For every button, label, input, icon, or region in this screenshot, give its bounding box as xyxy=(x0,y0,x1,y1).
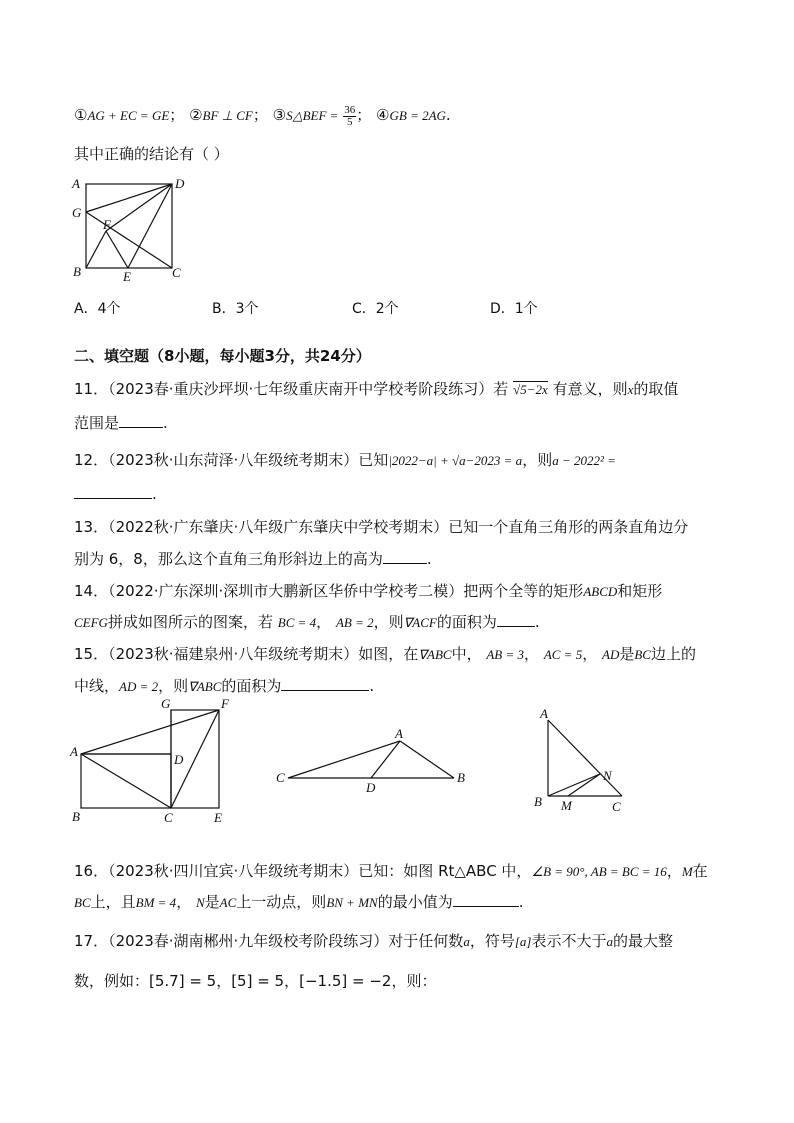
q14-line2: CEFG拼成如图所示的图案，若 BC = 4， AB = 2，则∇ACF的面积为 . xyxy=(74,613,540,631)
conclusion-1: AG + EC = GE xyxy=(87,108,170,123)
q17-line1: 17．（2023春·湖南郴州·九年级校考阶段练习）对于任何数a，符号[a]表示不大于a的最大整 xyxy=(74,932,673,950)
q12-line1: 12．（2023秋·山东菏泽·八年级统考期末）已知|2022−a| + √a−2023 = a，则a − 2022² = xyxy=(74,451,616,469)
q11-expr: √5−2x xyxy=(513,382,548,397)
q16-line1: 16．（2023秋·四川宜宾·八年级统考期末）已知：如图 Rt△ABC 中，∠B = 90°, AB = BC = 16，M在 xyxy=(74,862,708,880)
option-d[interactable]: D．1个 xyxy=(490,301,538,317)
label-M: M xyxy=(561,798,572,813)
option-a[interactable]: A．4个 xyxy=(74,301,121,317)
q15-line2: 中线，AD = 2，则∇ABC的面积为 . xyxy=(74,677,375,695)
option-b[interactable]: B．3个 xyxy=(212,301,259,317)
label-C: C xyxy=(172,265,181,280)
conclusion-3-lhs: S△BEF = xyxy=(286,108,339,123)
label-D: D xyxy=(366,780,376,795)
q14-answer-blank[interactable] xyxy=(497,612,535,627)
label-C: C xyxy=(164,810,173,825)
label-C: C xyxy=(612,799,621,814)
q15-line1: 15．（2023秋·福建泉州·八年级统考期末）如图，在∇ABC中， AB = 3， AC = 5， AD是BC边上的 xyxy=(74,645,696,663)
label-A: A xyxy=(395,726,403,741)
label-G: G xyxy=(161,696,171,711)
q16-answer-blank[interactable] xyxy=(453,892,519,907)
label-A: A xyxy=(70,744,78,759)
q11-line2: 范围是 . xyxy=(74,414,168,432)
q12-expr: |2022−a| + √a−2023 = a xyxy=(388,453,523,468)
label-F: F xyxy=(221,696,229,711)
label-B: B xyxy=(457,770,465,785)
conclusion-2-mark: ② xyxy=(189,106,203,124)
label-A: A xyxy=(72,176,80,191)
q12-answer-blank[interactable] xyxy=(74,484,152,499)
conclusion-2: BF ⊥ CF xyxy=(202,108,253,123)
q15-answer-blank[interactable] xyxy=(281,676,369,691)
conclusion-3-mark: ③ xyxy=(272,106,287,124)
q13-line1: 13．（2022秋·广东肇庆·八年级广东肇庆中学校考期末）已知一个直角三角形的两条直角边分 xyxy=(74,518,689,536)
q12-expr2: a − 2022² = xyxy=(552,453,616,468)
rectangles-figure xyxy=(66,694,241,826)
fraction-36-5: $\frac{36}{5}$ xyxy=(344,103,356,128)
label-G: G xyxy=(72,205,82,220)
q16-line2: BC上，且BM = 4， N是AC上一动点，则BN + MN的最小值为 . xyxy=(74,893,524,911)
q12-line2: . xyxy=(74,484,157,503)
option-c[interactable]: C．2个 xyxy=(352,301,399,317)
label-E: E xyxy=(214,810,222,825)
q17-line2: 数，例如：[5.7] = 5，[5] = 5，[−1.5] = −2，则： xyxy=(74,972,437,990)
label-B: B xyxy=(72,809,80,824)
square-figure xyxy=(66,172,196,284)
conclusion-1-mark: ① xyxy=(74,106,88,124)
conclusions-line: ①AG + EC = GE； ②BF ⊥ CF； ③S△BEF = $\frac{36}{5}$ ； ④GB = 2AG. xyxy=(74,103,451,128)
q13-line2: 别为 6，8，那么这个直角三角形斜边上的高为 . xyxy=(74,550,432,568)
q11-answer-blank[interactable] xyxy=(119,413,163,428)
conclusion-4: GB = 2AG xyxy=(389,108,446,123)
label-E: E xyxy=(123,269,131,284)
question-stem: 其中正确的结论有（ ） xyxy=(74,145,229,163)
answer-options xyxy=(74,298,594,318)
q13-answer-blank[interactable] xyxy=(383,549,427,564)
label-F: F xyxy=(103,217,111,232)
label-D: D xyxy=(175,176,185,191)
label-A: A xyxy=(540,706,548,721)
q11-line1: 11．（2023春·重庆沙坪坝·七年级重庆南开中学校考阶段练习）若 √5−2x 有意义，则x的取值 xyxy=(74,380,679,398)
q14-line1: 14．（2022·广东深圳·深圳市大鹏新区华侨中学校考二模）把两个全等的矩形ABCD和矩形 xyxy=(74,582,663,600)
median-triangle-figure xyxy=(270,720,475,800)
label-C: C xyxy=(276,770,285,785)
right-triangle-figure xyxy=(528,700,638,820)
label-B: B xyxy=(534,794,542,809)
conclusion-4-mark: ④ xyxy=(376,106,390,124)
label-N: N xyxy=(603,768,612,783)
label-D: D xyxy=(174,752,184,767)
section-title: 二、填空题（8小题，每小题3分，共24分） xyxy=(74,347,371,365)
label-B: B xyxy=(73,264,81,279)
